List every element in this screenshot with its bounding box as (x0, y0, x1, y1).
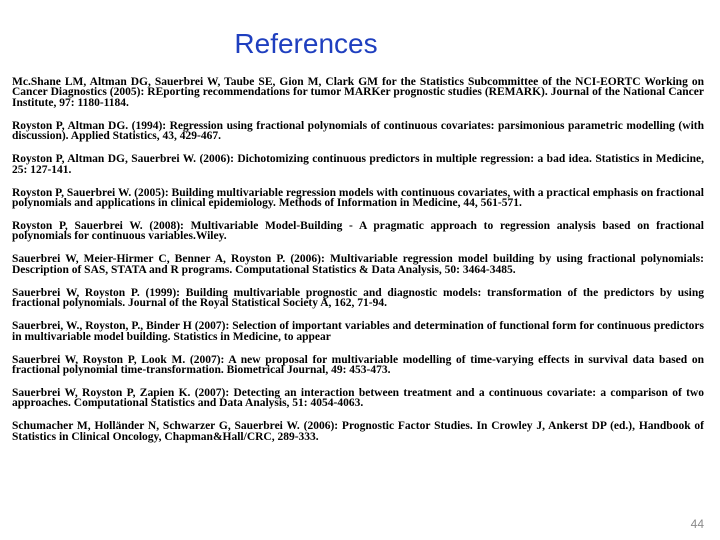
reference-entry: Royston P, Altman DG, Sauerbrei W. (2006): Dichotomizing continuous predictors in multiple regression: a bad idea. Statistics in Medicine, 25: 127-141. (12, 153, 704, 176)
slide-title: References (234, 28, 378, 59)
reference-list (12, 77, 704, 455)
reference-entry: Schumacher M, Holländer N, Schwarzer G, Sauerbrei W. (2006): Prognostic Factor Studies. In Crowley J, Ankerst DP (ed.), Handbook of Statistics in Clinical Oncology, Chapman&Hall/CRC, 289-333. (12, 420, 704, 443)
reference-entry: Royston P, Altman DG. (1994): Regression using fractional polynomials of continuous covariates: parsimonious parametric modelling (with discussion). Applied Statistics, 43, 429-467. (12, 119, 704, 143)
page-number: 44 (690, 517, 704, 531)
reference-entry: Royston P, Sauerbrei W. (2005): Building multivariable regression models with continuous covariates, with a practical emphasis on fractional polynomials and applications in clinical epidemiology. Methods of Information in Medicine, 44, 561-571. (12, 186, 704, 210)
reference-entry: Sauerbrei, W., Royston, P., Binder H (2007): Selection of important variables and determination of functional form for continuous predictors in multivariable model building. Statistics in Medicine, to appear (12, 320, 704, 343)
reference-entry: Sauerbrei W, Meier-Hirmer C, Benner A, Royston P. (2006): Multivariable regression model building by using fractional polynomials: Description of SAS, STATA and R programs. Computational Statistics & Data Analysis, 50: 3464-3485. (12, 253, 704, 276)
reference-entry: Sauerbrei W, Royston P, Look M. (2007): A new proposal for multivariable modelling of time-varying effects in survival data based on fractional polynomial time-transformation. Biometrical Journal, 49: 453-473. (12, 353, 704, 377)
reference-entry: Sauerbrei W, Royston P, Zapien K. (2007): Detecting an interaction between treatment and a continuous covariate: a comparison of two approaches. Computational Statistics and Data Analysis, 51: 4054-4063. (12, 387, 704, 410)
reference-entry: Sauerbrei W, Royston P. (1999): Building multivariable prognostic and diagnostic models: transformation of the predictors by using fractional polynomials. Journal of the Royal Statistical Society A, 162, 71-94. (12, 286, 704, 310)
reference-entry: Royston P, Sauerbrei W. (2008): Multivariable Model-Building - A pragmatic approach to regression analysis based on fractional polynomials for continuous variables.Wiley. (12, 220, 704, 243)
reference-entry: Mc.Shane LM, Altman DG, Sauerbrei W, Taube SE, Gion M, Clark GM for the Statistics Subcommittee of the NCI-EORTC Working on Cancer Diagnostics (2005): REporting recommendations for tumor MARKer prognostic studies (REMARK). Journal of the National Cancer Institute, 97: 1180-1184. (12, 76, 704, 109)
